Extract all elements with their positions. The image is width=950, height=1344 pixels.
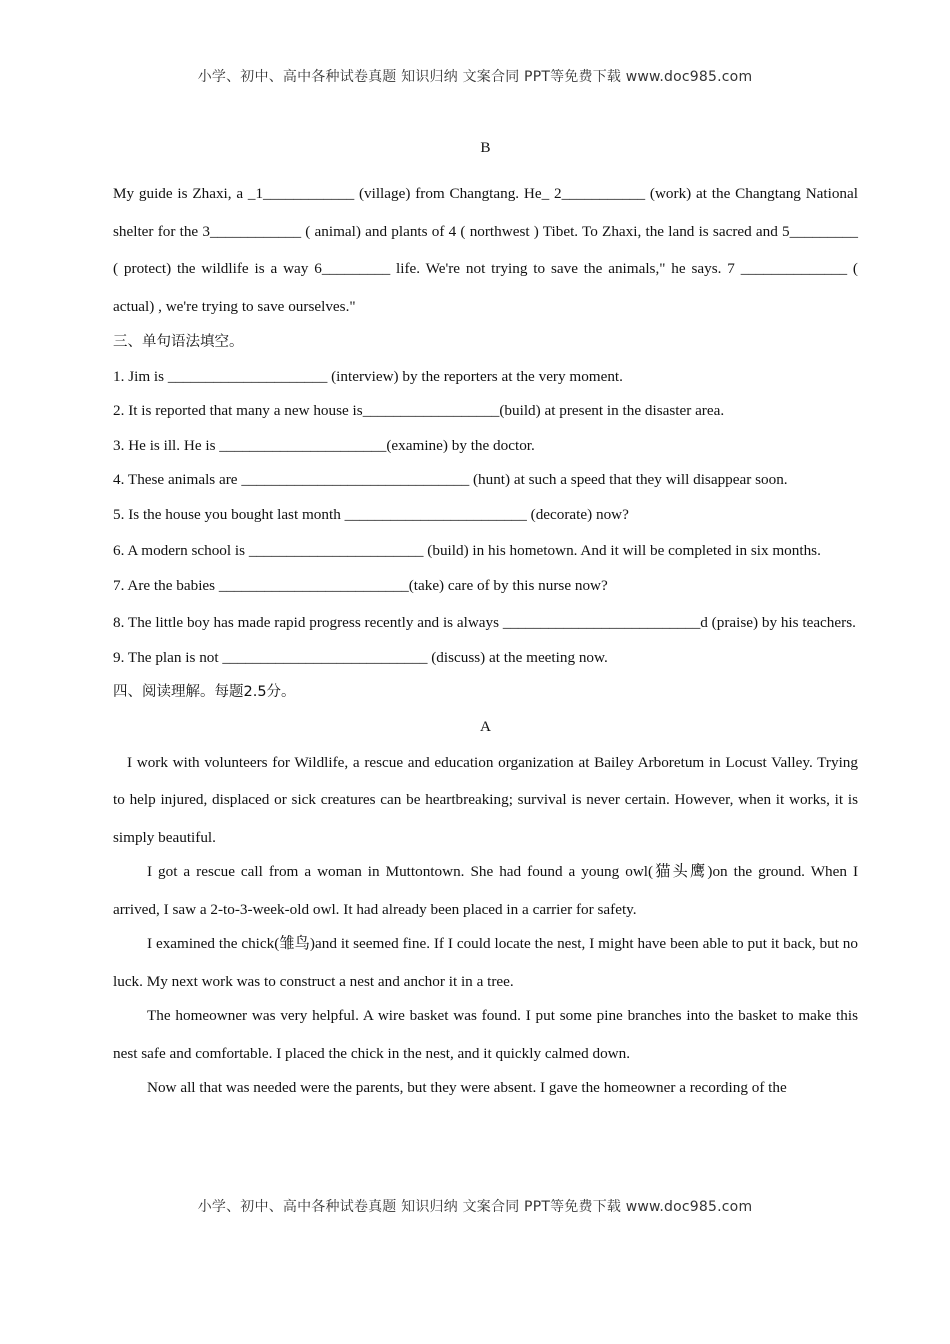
question-9: 9. The plan is not ___________________________ (discuss) at the meeting now. [113,648,608,666]
question-1: 1. Jim is _____________________ (interview) by the reporters at the very moment. [113,367,623,385]
question-4: 4. These animals are ______________________________ (hunt) at such a speed that they will disappear soon. [113,471,788,488]
reading-a-title: A [480,717,491,735]
question-6: 6. A modern school is _______________________ (build) in his hometown. And it will be completed in six months. [113,542,821,559]
question-3: 3. He is ill. He is ______________________(examine) by the doctor. [113,436,535,454]
reading-paragraph: I examined the chick(雏鸟)and it seemed fine. If I could locate the nest, I might have been able to put it back, but no luck. My next work was to construct a nest and anchor it in a tree. [113,935,858,990]
reading-paragraph: Now all that was needed were the parents, but they were absent. I gave the homeowner a recording of the [147,1079,787,1096]
question-2: 2. It is reported that many a new house is__________________(build) at present in the disaster area. [113,402,725,419]
section4-heading: 四、阅读理解。每题2.5分。 [113,684,296,700]
question-8: 8. The little boy has made rapid progress recently and is always __________________________d (praise) by his teachers. [113,613,856,631]
cloze-b-passage: My guide is Zhaxi, a _1____________ (village) from Changtang. He_ 2___________ (work) at the Changtang National shelter for the 3____________ ( animal) and plants of 4 ( northwest ) Tibet. To Zhaxi, the land is sacred and 5_________ ( protect) the wildlife is a way 6_________ life. We're not trying to save the animals," he says. 7 ______________ ( actual) , we're trying to save ourselves." [113,185,858,315]
reading-paragraph: I got a rescue call from a woman in Muttontown. She had found a young owl(猫头鹰)on the ground. When I arrived, I saw a 2-to-3-week-old owl. It had already been placed in a carrier for safety. [113,863,858,918]
page-footer: 小学、初中、高中各种试卷真题 知识归纳 文案合同 PPT等免费下载 www.doc985.com [197,1199,753,1215]
section3-heading: 三、单句语法填空。 [113,334,244,350]
question-5: 5. Is the house you bought last month ________________________ (decorate) now? [113,505,629,523]
question-7: 7. Are the babies _________________________(take) care of by this nurse now? [113,577,608,594]
page-header: 小学、初中、高中各种试卷真题 知识归纳 文案合同 PPT等免费下载 www.doc985.com [197,69,753,85]
reading-paragraph: The homeowner was very helpful. A wire basket was found. I put some pine branches into the basket to make this nest safe and comfortable. I placed the chick in the nest, and it quickly calmed down. [113,1007,858,1062]
reading-paragraph: I work with volunteers for Wildlife, a rescue and education organization at Bailey Arboretum in Locust Valley. Trying to help injured, displaced or sick creatures can be heartbreaking; survival is never certain. However, when it works, it is simply beautiful. [113,753,858,846]
document-body [113,137,858,1104]
cloze-b-title: B [480,139,491,156]
